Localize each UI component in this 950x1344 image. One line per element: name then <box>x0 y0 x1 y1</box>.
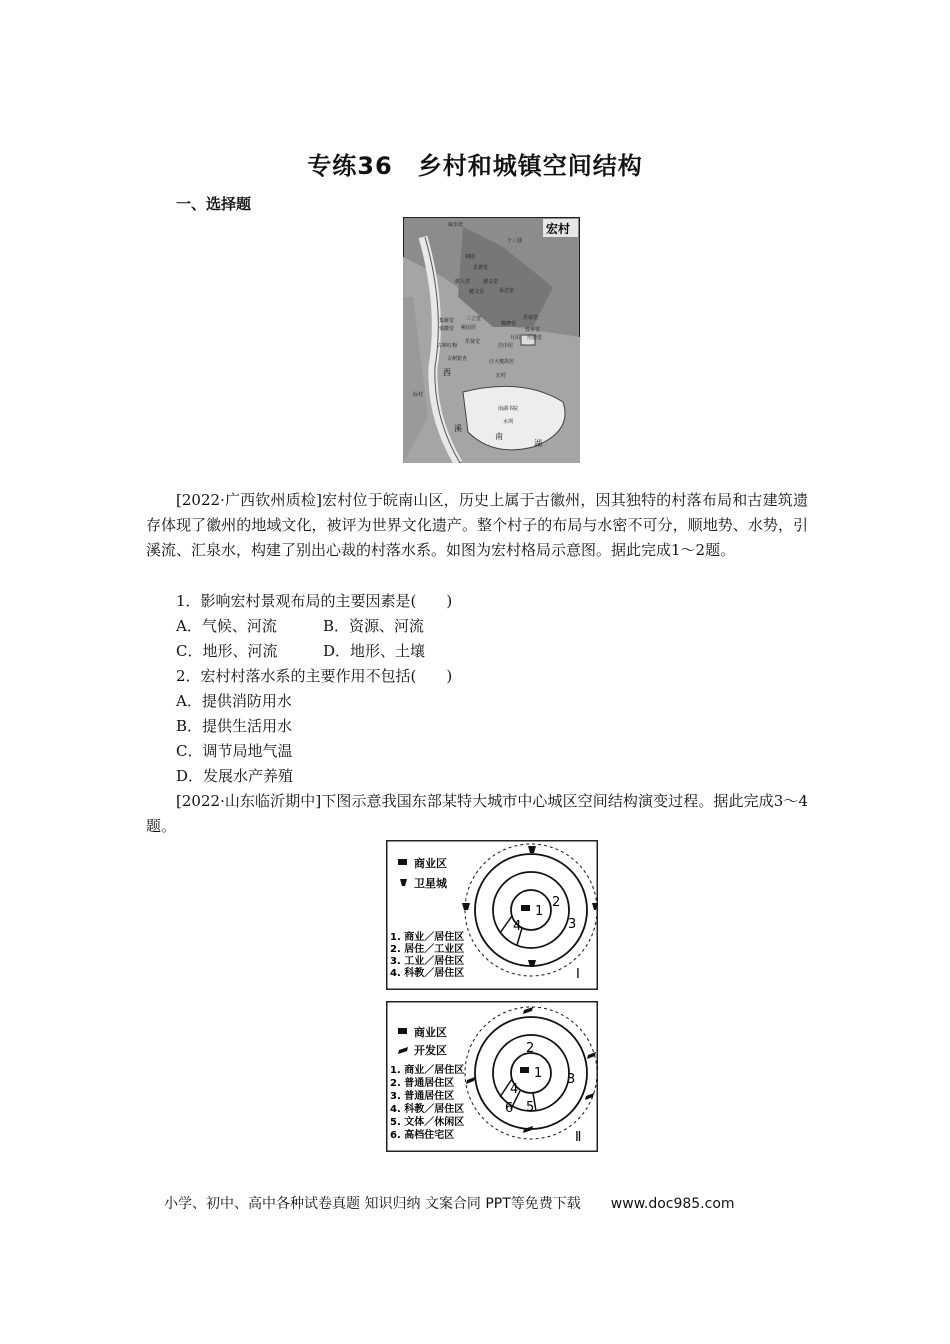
map-label: 德义堂 <box>483 279 499 285</box>
legend-commercial-icon <box>398 859 407 865</box>
footer-text: 小学、初中、高中各种试卷真题 知识归纳 文案合同 PPT等免费下载 <box>164 1196 581 1212</box>
zone-legend-item: 5. 文体／休闲区 <box>390 1117 465 1128</box>
commercial-area-mark <box>520 1067 529 1073</box>
zone-legend-item: 4. 科教／居住区 <box>390 1104 465 1115</box>
diagram-roman-numeral: Ⅰ <box>576 967 580 982</box>
question-2-stem: 2．宏村村落水系的主要作用不包括( ) <box>176 667 453 685</box>
map-label: 溪 <box>454 424 462 433</box>
map-label: 昌中居 <box>498 343 514 349</box>
map-label: 际村 <box>413 392 424 398</box>
zone-legend-item: 2. 普通居住区 <box>390 1078 455 1089</box>
section-heading: 一、选择题 <box>176 195 252 213</box>
zone-number: 3 <box>567 1072 576 1087</box>
intro-paragraph-1: [2022·广西钦州质检]宏村位于皖南山区，历史上属于古徽州，因其独特的村落布局和古建筑遗存体现了徽州的地域文化，被评为世界文化遗产。整个村子的布局与水密不可分，顺地势、水势，引溪流、汇泉水，构建了别出心裁的村落水系。如图为宏村格局示意图。据此完成1～2题。 <box>146 491 808 559</box>
map-label: 敬修堂 <box>501 321 517 327</box>
commercial-area-mark <box>521 905 530 911</box>
map-label: 汪大燮故居 <box>489 359 515 365</box>
map-label: 德文堂 <box>469 289 485 295</box>
map-label: 乐贤堂 <box>465 339 481 345</box>
map-label: 南湖书院 <box>498 406 519 412</box>
zone-number: 3 <box>568 917 577 932</box>
question-2-option-d: D．发展水产养殖 <box>176 767 294 785</box>
map-title: 宏村 <box>546 222 571 236</box>
map-label: 慎徽堂 <box>439 326 455 332</box>
page-footer <box>164 1193 735 1213</box>
question-1-option-d: D．地形、土壤 <box>323 642 426 660</box>
map-label: 树人堂 <box>455 279 471 285</box>
zone-legend-item: 6. 高档住宅区 <box>390 1130 455 1141</box>
map-label: 十三巷 <box>507 238 523 244</box>
legend-label: 卫星城 <box>414 877 447 890</box>
city-structure-diagram-1 <box>386 840 598 990</box>
map-label: 古树红梅 <box>437 343 458 349</box>
map-label: 西 <box>443 368 451 377</box>
map-label: 古树银杏 <box>447 356 468 362</box>
legend-label: 开发区 <box>414 1044 447 1057</box>
zone-number: 1 <box>534 1066 543 1081</box>
map-label: 敦本堂 <box>525 327 541 333</box>
zone-number: 6 <box>505 1101 514 1116</box>
zone-number: 2 <box>526 1041 535 1056</box>
map-label: 月沼 <box>510 335 521 341</box>
legend-label: 商业区 <box>414 857 447 870</box>
zone-number: 5 <box>526 1100 535 1115</box>
map-label: 宏村 <box>496 373 507 379</box>
map-label: 乐叙堂 <box>523 315 539 321</box>
diagram-roman-numeral: Ⅱ <box>575 1130 582 1145</box>
zone-legend-item: 1. 商业／居住区 <box>390 1065 465 1076</box>
zone-number: 4 <box>513 919 522 934</box>
legend-commercial-icon <box>398 1028 407 1034</box>
city-structure-diagram-2 <box>386 1001 598 1152</box>
question-2-option-c: C．调节局地气温 <box>176 742 293 760</box>
question-2-option-a: A．提供消防用水 <box>176 692 292 710</box>
zone-legend-item: 3. 工业／居住区 <box>390 956 465 967</box>
zone-number: 1 <box>535 904 544 919</box>
zone-number: 4 <box>510 1082 519 1097</box>
question-1-option-a: A．气候、河流 <box>176 617 277 635</box>
map-label: 水圳 <box>503 419 514 425</box>
zone-legend-item: 1. 商业／居住区 <box>390 932 465 943</box>
question-1-option-b: B．资源、河流 <box>323 617 425 635</box>
map-label: 祠园 <box>465 254 476 260</box>
map-label: 桃园居 <box>461 325 477 331</box>
question-1-stem: 1．影响宏村景观布局的主要因素是( ) <box>176 592 453 610</box>
zone-legend-item: 4. 科教／居住区 <box>390 968 465 979</box>
map-label: 承志堂 <box>499 288 515 294</box>
map-label: 三立堂 <box>466 316 482 322</box>
map-label: 南 <box>495 432 503 441</box>
intro-paragraph-2: [2022·山东临沂期中]下图示意我国东部某特大城市中心城区空间结构演变过程。据此完成3～4题。 <box>146 792 808 835</box>
map-label: 取水处 <box>448 222 464 228</box>
map-label: 湖 <box>534 439 542 448</box>
legend-label: 商业区 <box>414 1026 447 1039</box>
hongcun-map <box>403 217 580 463</box>
zone-number: 2 <box>552 895 561 910</box>
footer-url[interactable]: www.doc985.com <box>610 1196 735 1212</box>
page-title: 专练36 乡村和城镇空间结构 <box>307 152 643 180</box>
zone-legend-item: 3. 普通居住区 <box>390 1091 455 1102</box>
map-label: 集雁堂 <box>439 318 455 324</box>
map-label: 乐善堂 <box>473 265 489 271</box>
question-2-option-b: B．提供生活用水 <box>176 717 293 735</box>
map-label: 培德堂 <box>527 335 543 341</box>
question-1-option-c: C．地形、河流 <box>176 642 278 660</box>
zone-legend-item: 2. 居住／工业区 <box>390 944 465 955</box>
